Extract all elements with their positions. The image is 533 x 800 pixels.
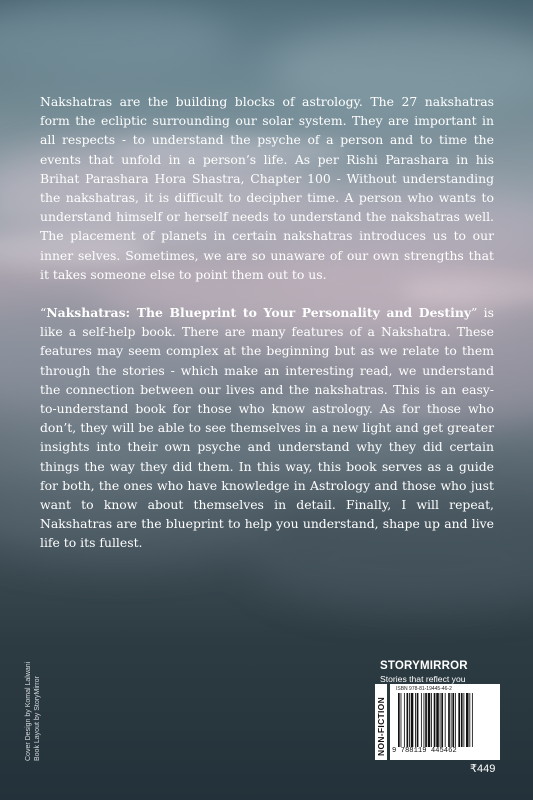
barcode-bar [452,693,454,747]
barcode-bar [458,693,460,747]
barcode-bar [404,693,405,747]
barcode-bar [440,693,441,747]
book-layout-credit: Book Layout by StoryMirror [34,676,41,761]
barcode-bar [461,693,463,747]
barcode-bars [398,693,494,747]
barcode-bar [424,693,425,747]
barcode-bar [472,693,473,747]
blurb-paragraph-1: Nakshatras are the building blocks of astrology. The 27 nakshatras form the ecliptic surrounding our solar system. They are important in all respects - to understand the psyche of a person and to time the events that unfold in a person’s life. As per Rishi Parashara in his Brihat Parashara Hora Shastra, Chapter 100 - Without understanding the nakshatras, it is difficult to decipher time. A person who wants to understand himself or herself needs to understand the nakshatras well. The placement of planets in certain nakshatras introduces us to our inner selves. Sometimes, we are so unaware of our own strengths that it takes someone else to point them out to us. [40,94,494,282]
quote-open: “ [40,305,47,321]
genre-label-text: NON-FICTION [376,696,386,756]
barcode-bar [415,693,416,747]
publisher-tagline: Stories that reflect you [380,674,466,684]
barcode-bar [434,693,436,747]
barcode-bar [431,693,432,747]
barcode-bar [463,693,464,747]
barcode-bar [451,693,452,747]
cover-design-credit: Cover Design by Komal Lalwani [25,661,32,761]
barcode-bar [409,693,410,747]
barcode-bar [401,693,402,747]
barcode-bar [428,693,431,747]
barcode-bar [445,693,446,747]
back-cover-blurb [40,92,494,572]
genre-label [375,684,387,760]
barcode-bar [421,693,422,747]
blurb-paragraph-2-rest: ” is like a self-help book. There are many features of a Nakshatra. These features may seem complex at the beginning but as we relate to them through the stories - which make an interesting read, we understand the connection between our lives and the nakshatras. This is an easy-to-understand book for those who know astrology. As for those who don’t, they will be able to see themselves in a new light and get greater insights into their own psyche and understand why they did certain things the way they did them. In this way, this book serves as a guide for both, the ones who have knowledge in Astrology and those who just want to know about themselves in detail. Finally, I will repeat, Nakshatras are the blueprint to help you understand, shape up and live life to its fullest. [40,305,494,551]
barcode-bar [448,693,450,747]
book-title: Nakshatras: The Blueprint to Your Personality and Destiny [46,305,472,321]
barcode-bar [436,693,439,747]
credits [22,652,58,762]
isbn-barcode [390,684,500,760]
barcode-bar [466,693,469,747]
barcode-bar [455,693,456,747]
barcode-bar [411,693,414,747]
barcode-bar [398,693,400,747]
barcode-bar [469,693,470,747]
publisher-brand: STORYMIRROR [380,660,468,672]
publisher-logo [380,660,500,685]
barcode-bar [417,693,419,747]
price: ₹449 [470,763,496,775]
barcode-bar [425,693,427,747]
blurb-paragraph-2 [40,303,494,553]
barcode-bar [441,693,443,747]
barcode-bar [407,693,409,747]
isbn-text: ISBN 978-81-19445-46-2 [396,686,452,692]
barcode-digits: 9 788119 445462 [392,747,457,755]
